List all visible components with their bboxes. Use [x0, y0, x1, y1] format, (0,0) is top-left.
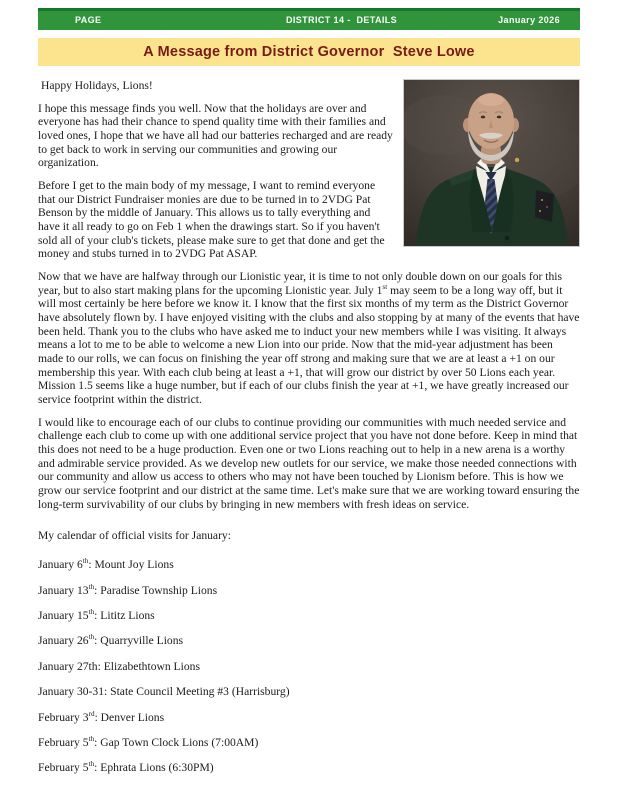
paragraph-service: I would like to encourage each of our clubs to continue providing our communities with much needed service and challenge each club to come up with one additional service project that you have not done before. Keep in mind that this does not need to be a huge production. Even one or two Lions reaching out to help in a new arena is a worthy and admirable service provided. As we develop new outlets for our service, we make those needed connections with our community and allow us access to others who may not have been touched by Lionism before. This is how we grow our service footprint and our district at the same time. Let's make sure that we are working toward ensuring the long-term survivability of our clubs by bringing in new members with fresh ideas on service. [38, 415, 580, 511]
ordinal-superscript: th [88, 582, 95, 591]
header-bar [38, 8, 580, 30]
calendar-entry: February 5th: Ephrata Lions (6:30PM) [38, 760, 214, 775]
greeting-line: Happy Holidays, Lions! [41, 79, 153, 92]
governor-portrait-illustration [404, 80, 579, 246]
ordinal-superscript: th [88, 735, 95, 744]
calendar-entry: February 3rd: Denver Lions [38, 709, 165, 724]
paragraph-fundraiser: Before I get to the main body of my message, I want to remind everyone that our District Fundraiser monies are due to be turned in to 2VDG Pat Benson by the middle of January. This allows us to tally everything and have it all ready to go on Feb 1 when the drawings start. So if you haven't sold all of your club's tickets, please make sure to get that done and get the money and stubs turned in to 2VDG Pat ASAP. [38, 179, 385, 261]
calendar-entry: January 15th: Lititz Lions [38, 608, 155, 622]
paragraph-midyear-text: Now that we have are halfway through our Lionistic year, it is time to not only double down on our goals for this year, but to also start making plans for the upcoming Lionistic year. July 1 [38, 270, 563, 297]
governor-portrait-photo [403, 79, 580, 247]
calendar-entry: January 26th: Quarryville Lions [38, 633, 184, 648]
calendar-entry: January 13th: Paradise Township Lions [38, 582, 218, 597]
visit-calendar [38, 529, 580, 775]
ordinal-superscript: th [88, 760, 95, 769]
message-body [38, 79, 580, 775]
header-district-label: DISTRICT 14 - DETAILS [285, 15, 398, 25]
calendar-entry: January 6th: Mount Joy Lions [38, 557, 174, 572]
ordinal-superscript: rd [88, 709, 95, 718]
calendar-entry: January 27th: Elizabethtown Lions [38, 659, 200, 673]
calendar-entry: February 5th: Gap Town Clock Lions (7:00AM) [38, 735, 259, 749]
ordinal-superscript: th [82, 557, 89, 566]
paragraph-midyear-text-cont: may seem to be a long way off, but it will most certainly be here before we know it. I know that the first six months of my term as the District Governor have absolutely flown by. I have enjoyed visiting with the clubs and also stopping by at many of the events that have been held. Thank you to the clubs who have asked me to induct your new members while I was visiting. It always means a lot to me to be able to welcome a new Lion into our pride. Now that the mid-year adjustment has been made to our rolls, we can focus on finishing the year off strong and making sure that we are at least a +1 on our membership this year. With each club being at least a +1, that will grow our district by over 50 Lions each year. Mission 1.5 seems like a huge number, but if each of our clubs finish the year at +1, we have greatly increased our service footprint within the district. [38, 283, 580, 407]
title-banner [38, 38, 580, 66]
paragraph-midyear [38, 270, 580, 407]
header-date-label: January 2026 [498, 15, 560, 25]
calendar-entry: January 30-31: State Council Meeting #3 (Harrisburg) [38, 685, 290, 699]
paragraph-hope: I hope this message finds you well. Now that the holidays are over and everyone has had their chance to spend quality time with their families and loved ones, I hope that we have all had our batteries recharged and are ready to get back to work in serving our communities and growing our organization. [38, 101, 393, 170]
header-page-label: PAGE [75, 15, 102, 25]
ordinal-superscript: th [88, 608, 95, 617]
ordinal-superscript: st [382, 282, 388, 291]
ordinal-superscript: th [88, 633, 95, 642]
page-title: A Message from District Governor Steve Lowe [143, 44, 475, 60]
calendar-intro: My calendar of official visits for January: [38, 529, 231, 543]
